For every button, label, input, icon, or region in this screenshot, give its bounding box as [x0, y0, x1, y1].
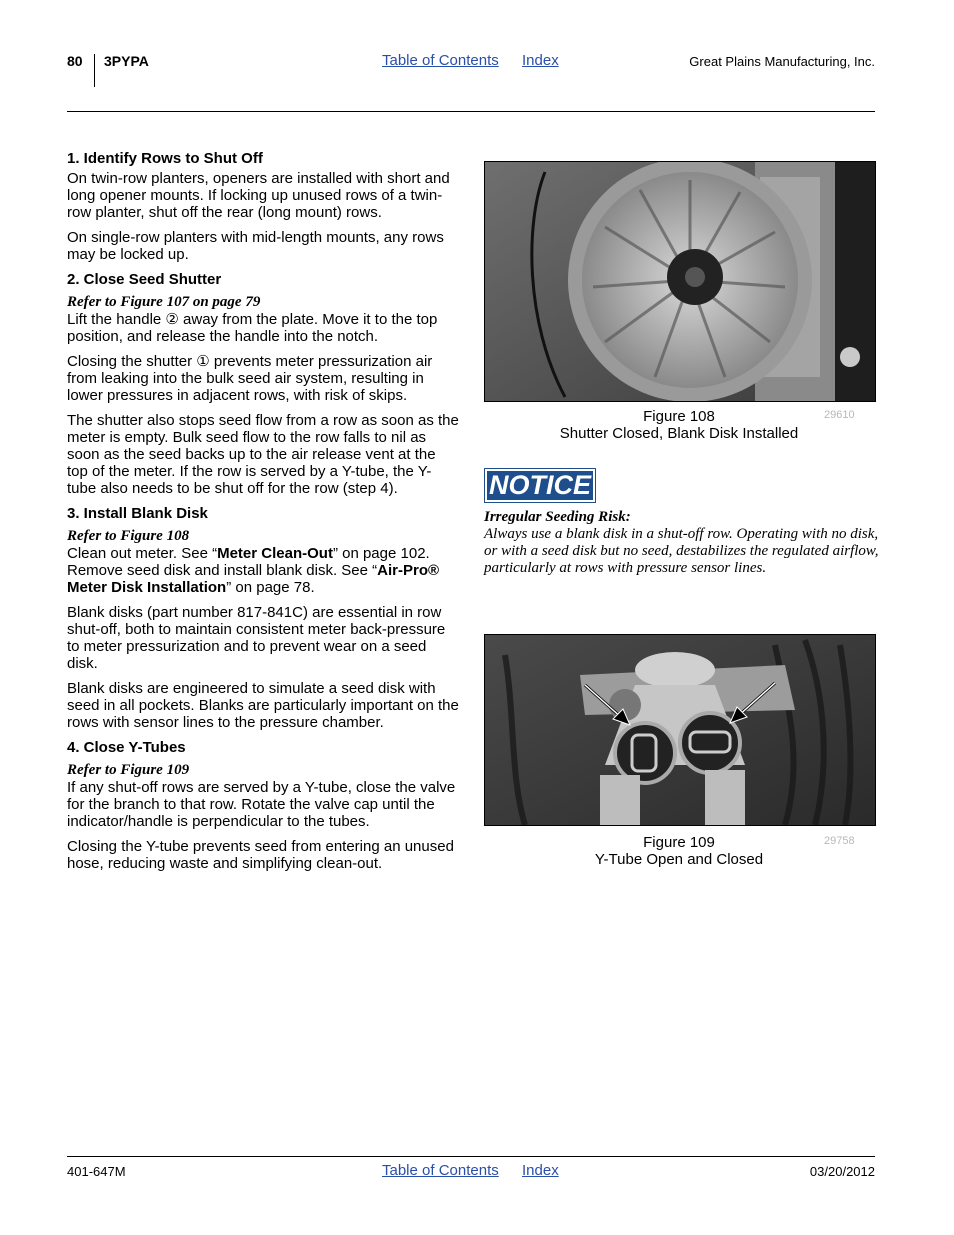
section-heading: 4. Close Y-Tubes	[67, 739, 186, 756]
section-identify-rows	[67, 150, 459, 263]
notice-message	[484, 509, 879, 577]
footer-toc-link[interactable]: Table of Contents	[382, 1162, 499, 1179]
section-close-y-tubes	[67, 739, 459, 872]
notice-title: Irregular Seeding Risk:	[484, 509, 631, 525]
revision-date: 03/20/2012	[809, 1164, 875, 1179]
section-heading: 1. Identify Rows to Shut Off	[67, 150, 263, 167]
model-name: 3PYPA	[104, 53, 149, 69]
section-heading: 2. Close Seed Shutter	[67, 271, 222, 288]
paragraph: If any shut-off rows are served by a Y-tube, close the valve for the branch to that row. Rotate the valve cap until the indicator/handle is perpendicular to the tubes.	[67, 779, 456, 830]
company-name: Great Plains Manufacturing, Inc.	[689, 54, 875, 69]
paragraph: Closing the Y-tube prevents seed from entering an unused hose, reducing waste and simplifying clean-out.	[67, 838, 454, 872]
meter-clean-out-reference: Meter Clean-Out	[217, 545, 333, 562]
figure-109-caption	[484, 834, 874, 868]
instructions-column	[67, 150, 459, 880]
notice-body: Always use a blank disk in a shut-off row. Operating with no disk, or with a seed disk but no seed, destabilizes the regulated airflow, particularly at rows with pressure sensor lines.	[484, 526, 879, 576]
figure-109-photo	[484, 634, 876, 826]
text-run: ” on page 102. Remove seed disk and install blank disk. See “	[67, 545, 430, 579]
figure-reference: Refer to Figure 107 on page 79	[67, 294, 261, 310]
paragraph-cross-references	[67, 545, 459, 596]
disk-installation-reference: Air-Pro® Meter Disk Installation	[67, 562, 440, 596]
figure-title: Y-Tube Open and Closed	[594, 851, 764, 868]
section-close-seed-shutter	[67, 271, 459, 497]
paragraph: Closing the shutter ① prevents meter pressurization air from leaking into the bulk seed air system, resulting in lower pressures in adjacent rows, with risk of skips.	[67, 353, 433, 404]
text-run: Clean out meter. See “	[67, 545, 218, 562]
figure-108-image-number: 29610	[824, 409, 855, 421]
y-tube-photo-illustration	[485, 635, 875, 825]
figure-label: Figure 109	[643, 834, 715, 851]
figure-label: Figure 108	[643, 408, 715, 425]
doc-number: 401-647M	[67, 1164, 126, 1179]
paragraph: Blank disks are engineered to simulate a seed disk with seed in all pockets. Blanks are particularly important on the rows with sensor lines to the pressure chamber.	[67, 680, 459, 731]
header-divider	[94, 54, 95, 87]
section-install-blank-disk	[67, 505, 459, 731]
footer-index-link[interactable]: Index	[522, 1162, 559, 1179]
paragraph: The shutter also stops seed flow from a row as soon as the meter is empty. Bulk seed flow to the row falls to nil as soon as the seed backs up to the air release vent at the top of the meter. If the row is served by a Y-tube, the Y-tube also needs to be shut off for the row (step 4).	[67, 412, 459, 497]
figure-109-image-number: 29758	[824, 835, 855, 847]
paragraph: Blank disks (part number 817-841C) are essential in row shut-off, both to maintain consistent meter back-pressure to meter pressurization and to prevent wear on a seed disk.	[67, 604, 446, 672]
paragraph: On single-row planters with mid-length mounts, any rows may be locked up.	[67, 229, 444, 263]
paragraph: Lift the handle ② away from the plate. Move it to the top position, and release the handle into the notch.	[67, 311, 438, 345]
figure-reference: Refer to Figure 109	[67, 762, 190, 778]
meter-photo-illustration	[485, 162, 875, 401]
text-run: ” on page 78.	[226, 579, 315, 596]
notice-badge: NOTICE	[484, 468, 596, 503]
figure-108-caption	[484, 408, 874, 442]
section-heading: 3. Install Blank Disk	[67, 505, 208, 522]
figure-108-photo	[484, 161, 876, 402]
header-rule	[67, 111, 875, 112]
paragraph: On twin-row planters, openers are installed with short and long opener mounts. If locking up unused rows of a twin-row planter, shut off the rear (long mount) rows.	[67, 170, 450, 221]
footer-rule	[67, 1156, 875, 1157]
header-toc-link[interactable]: Table of Contents	[382, 52, 499, 69]
header-index-link[interactable]: Index	[522, 52, 559, 69]
figure-reference: Refer to Figure 108	[67, 528, 190, 544]
page-number: 80	[67, 53, 83, 69]
figure-title: Shutter Closed, Blank Disk Installed	[559, 425, 799, 442]
